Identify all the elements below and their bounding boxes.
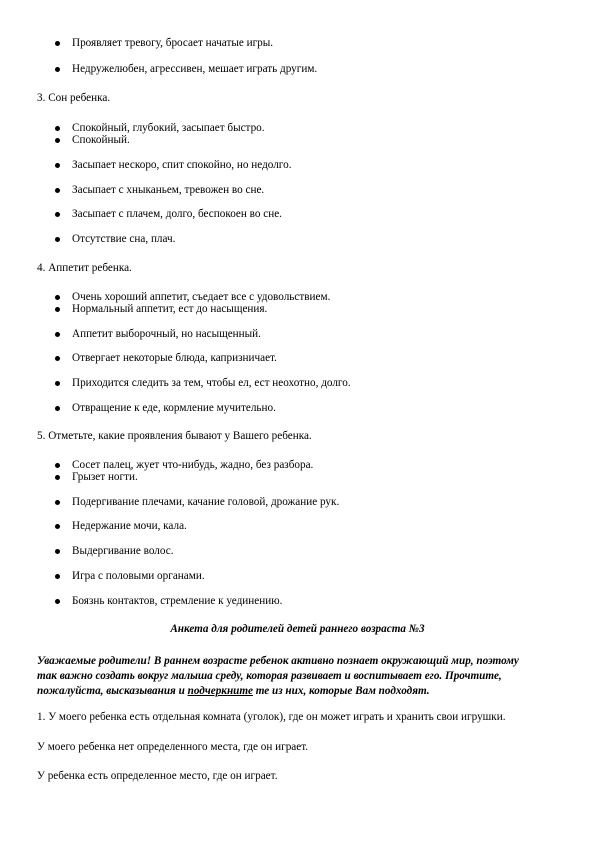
list-item-text: Грызет ногти. — [72, 471, 138, 483]
list-item-text: Спокойный. — [72, 134, 130, 146]
section-heading-appetite: 4. Аппетит ребенка. — [37, 262, 132, 274]
bullet-icon — [55, 188, 60, 193]
list-item-text: Сосет палец, жует что-нибудь, жадно, без разбора. — [72, 459, 314, 471]
bullet-icon — [55, 475, 60, 480]
bullet-icon — [55, 237, 60, 242]
list-item-text: Проявляет тревогу, бросает начатые игры. — [72, 37, 274, 49]
statement-paragraph: У моего ребенка нет определенного места, где он играет. — [37, 741, 309, 753]
bullet-icon — [55, 549, 60, 554]
list-item-text: Отсутствие сна, плач. — [72, 233, 176, 245]
list-item-text: Отвращение к еде, кормление мучительно. — [72, 402, 276, 414]
bullet-icon — [55, 381, 60, 386]
bullet-icon — [55, 212, 60, 217]
bullet-icon — [55, 163, 60, 168]
intro-text: пожалуйста, высказывания и — [37, 685, 188, 697]
list-item-text: Нормальный аппетит, ест до насыщения. — [72, 303, 268, 315]
bullet-icon — [55, 307, 60, 312]
bullet-icon — [55, 332, 60, 337]
list-item-text: Спокойный, глубокий, засыпает быстро. — [72, 122, 265, 134]
list-item-text: Аппетит выборочный, но насыщенный. — [72, 328, 261, 340]
bullet-icon — [55, 138, 60, 143]
section-heading-sleep: 3. Сон ребенка. — [37, 92, 111, 104]
list-item-text: Игра с половыми органами. — [72, 570, 205, 582]
intro-line: так важно создать вокруг малыша среду, которая развивает и воспитывает его. Прочтите, — [37, 670, 502, 682]
list-item-text: Засыпает с хныканьем, тревожен во сне. — [72, 184, 265, 196]
bullet-icon — [55, 406, 60, 411]
list-item-text: Выдергивание волос. — [72, 545, 174, 557]
bullet-icon — [55, 41, 60, 46]
bullet-icon — [55, 126, 60, 131]
list-item-text: Подергивание плечами, качание головой, дрожание рук. — [72, 496, 340, 508]
intro-line: Уважаемые родители! В раннем возрасте ребенок активно познает окружающий мир, поэтому — [37, 655, 519, 667]
statement-paragraph: 1. У моего ребенка есть отдельная комната (уголок), где он может играть и хранить свои игрушки. — [37, 711, 506, 723]
bullet-icon — [55, 524, 60, 529]
bullet-icon — [55, 356, 60, 361]
list-item-text: Отвергает некоторые блюда, капризничает. — [72, 352, 277, 364]
bullet-icon — [55, 574, 60, 579]
intro-line — [37, 685, 562, 698]
bullet-icon — [55, 67, 60, 72]
questionnaire-title: Анкета для родителей детей раннего возраста №3 — [170, 623, 425, 635]
intro-text: те из них, которые Вам подходят. — [252, 685, 430, 697]
underlined-word: подчеркните — [187, 685, 253, 697]
bullet-icon — [55, 295, 60, 300]
list-item-text: Недружелюбен, агрессивен, мешает играть другим. — [72, 63, 318, 75]
list-item-text: Недержание мочи, кала. — [72, 520, 187, 532]
bullet-icon — [55, 463, 60, 468]
list-item-text: Приходится следить за тем, чтобы ел, ест неохотно, долго. — [72, 377, 351, 389]
list-item-text: Засыпает нескоро, спит спокойно, но недолго. — [72, 159, 292, 171]
section-heading-manifestations: 5. Отметьте, какие проявления бывают у Вашего ребенка. — [37, 430, 312, 442]
list-item-text: Засыпает с плачем, долго, беспокоен во сне. — [72, 208, 282, 220]
bullet-icon — [55, 599, 60, 604]
statement-paragraph: У ребенка есть определенное место, где он играет. — [37, 770, 278, 782]
list-item-text: Очень хороший аппетит, съедает все с удовольствием. — [72, 291, 331, 303]
list-item-text: Боязнь контактов, стремление к уединению. — [72, 595, 283, 607]
bullet-icon — [55, 500, 60, 505]
